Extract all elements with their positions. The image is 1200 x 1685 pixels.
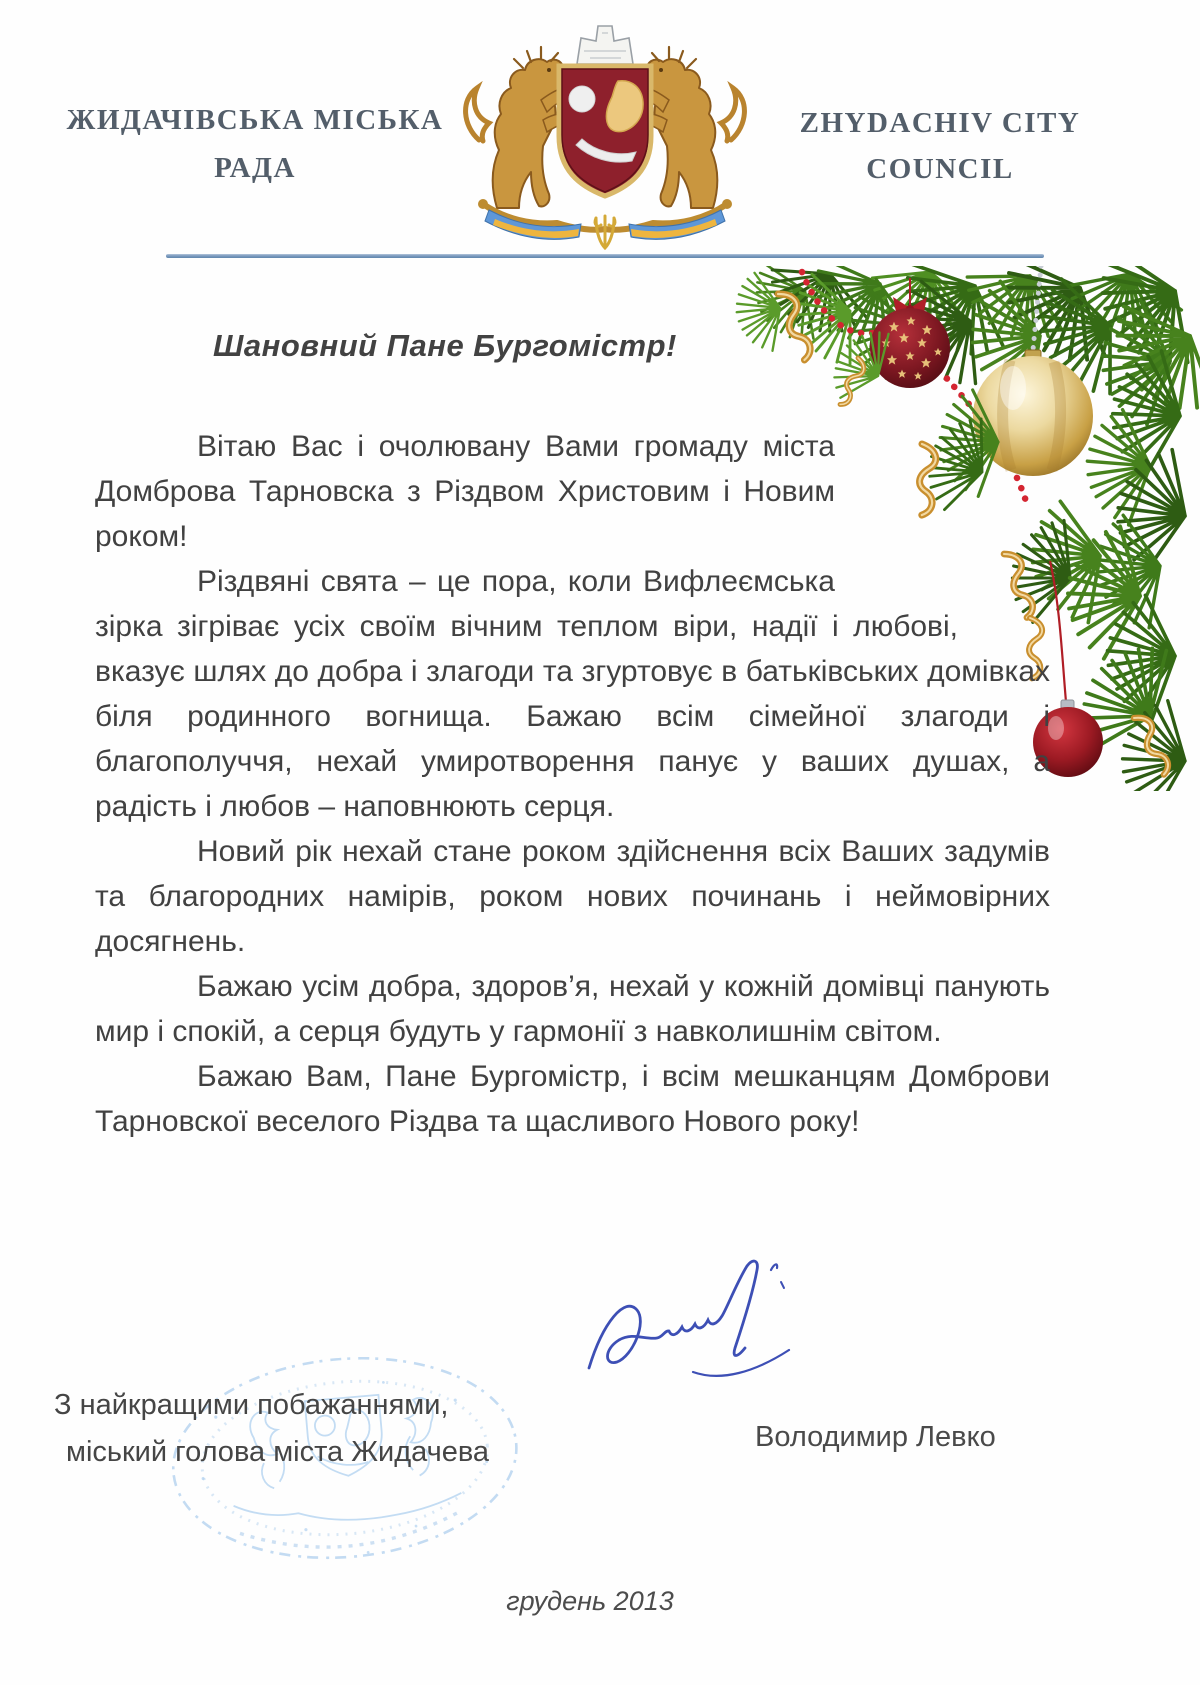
header-divider [166, 254, 1044, 258]
closing-line: міський голова міста Жидачева [66, 1436, 490, 1468]
paragraph-wishes: Бажаю усім добра, здоров’я, нехай у кожній домівці панують мир і спокій, а серця будуть у гармонії з навколишнім світом. [95, 970, 1050, 1048]
org-name-ukrainian [65, 96, 445, 192]
closing-line: З найкращими побажаннями, [54, 1389, 449, 1421]
org-name-english [790, 100, 1090, 192]
zhydachiv-coat-of-arms-icon [445, 18, 765, 258]
salutation: Шановний Пане Бургомістр! [213, 328, 677, 363]
letter-date: грудень 2013 [506, 1586, 674, 1616]
paragraph-new-year: Новий рік нехай стане роком здійснення всіх Ваших задумів та благородних намірів, роком нових починань і неймовірних досягнень. [95, 835, 1050, 958]
trident-icon [595, 216, 615, 248]
signoff-block [54, 1382, 489, 1476]
org-name-en-line2: COUNCIL [866, 153, 1014, 185]
mural-crown-icon [577, 26, 633, 64]
org-name-uk-line1: ЖИДАЧІВСЬКА МІСЬКА [66, 104, 444, 136]
wrap-spacer [958, 564, 1050, 610]
paragraph-final-wish: Бажаю Вам, Пане Бургомістр, і всім мешканцям Домброви Тарновскої веселого Різдва та щасливого Нового року! [95, 1060, 1050, 1138]
signer-name: Володимир Левко [755, 1421, 996, 1453]
shield-icon [559, 66, 651, 196]
wrap-spacer [835, 424, 1050, 564]
org-name-en-line1: ZHYDACHIV CITY [799, 107, 1081, 139]
letter-body [95, 424, 1050, 1144]
handwritten-signature-icon [575, 1248, 825, 1418]
paragraph-greeting: Вітаю Вас і очолювану Вами громаду міста Домброва Тарновска з Різдвом Христовим і Новим роком! [95, 430, 835, 553]
org-name-uk-line2: РАДА [214, 152, 296, 184]
paragraph-christmas: Різдвяні свята – це пора, коли Вифлеємська зірка зігріває усіх своїм вічним теплом віри, надії і любові, вказує шлях до добра і злагоди та згуртовує в батьківських домівках біля родинного вогнища. Бажаю всім сімейної злагоди і благополуччя, нехай умиротворення панує у ваших душах, а радість і любов – наповнюють серця. [95, 565, 1050, 823]
